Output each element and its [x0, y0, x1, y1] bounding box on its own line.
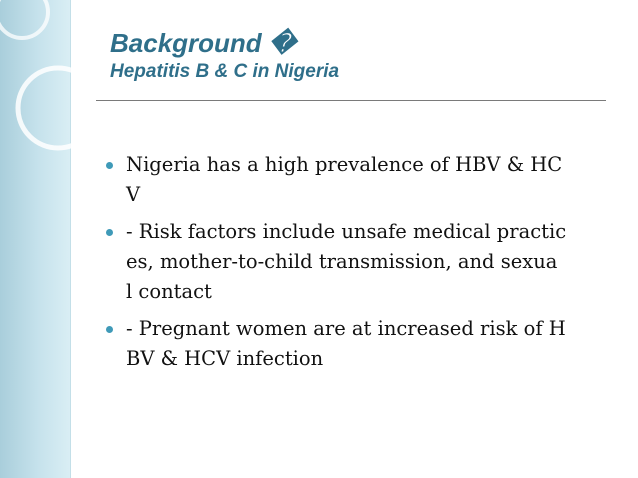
- title-block: [110, 28, 610, 84]
- title-divider: [96, 100, 606, 101]
- bullet-item: [106, 217, 616, 307]
- bullet-item: [106, 314, 616, 374]
- bullet-text-line: BV & HCV infection: [126, 347, 324, 370]
- bullet-list: [106, 150, 616, 381]
- ring-small: [0, 0, 48, 38]
- bullet-text-line: V: [126, 183, 141, 206]
- bullet-text-line: l contact: [126, 280, 212, 303]
- bullet-marker: [106, 326, 113, 333]
- ring-large: [18, 68, 98, 148]
- bullet-marker: [106, 162, 113, 169]
- slide-subtitle: Hepatitis B & C in Nigeria: [110, 61, 340, 82]
- slide-title: Background �: [110, 28, 296, 58]
- bullet-item: [106, 150, 616, 210]
- bullet-text-line: Nigeria has a high prevalence of HBV & HC: [126, 153, 563, 176]
- bullet-marker: [106, 229, 113, 236]
- bullet-text-line: es, mother-to-child transmission, and sexua: [126, 250, 558, 273]
- bullet-text-line: - Risk factors include unsafe medical practic: [126, 220, 567, 243]
- bullet-text-line: - Pregnant women are at increased risk of H: [126, 317, 566, 340]
